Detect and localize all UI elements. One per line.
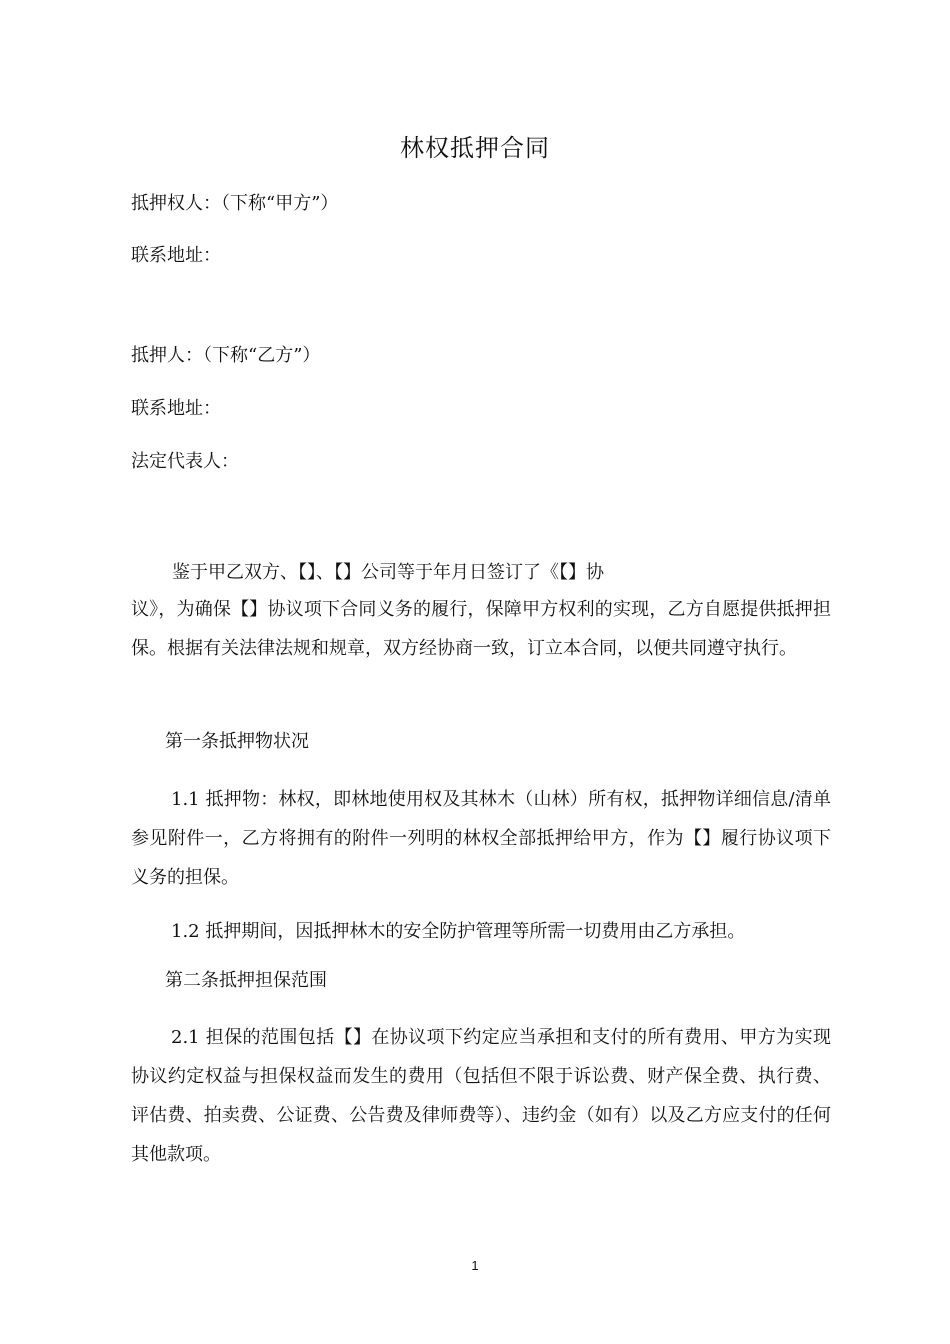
legal-representative: 法定代表人：: [131, 451, 239, 472]
preamble-body: 议》，为确保【】协议项下合同义务的履行，保障甲方权利的实现，乙方自愿提供抵押担保。根据有关法律法规和规章，双方经协商一致，订立本合同，以便共同遵守执行。: [131, 599, 831, 659]
document-title: 林权抵押合同: [400, 134, 550, 162]
page-number: 1: [471, 1258, 479, 1273]
mortgagee-line: 抵押权人：（下称“甲方”）: [131, 193, 339, 214]
clause-1-1: 1.1 抵押物：林权，即林地使用权及其林木（山林）所有权，抵押物详细信息/清单参见附件一，乙方将拥有的附件一列明的林权全部抵押给甲方，作为【】履行协议项下义务的担保。: [131, 789, 831, 888]
mortgagor-address: 联系地址：: [131, 398, 221, 419]
clause-2-1: 2.1 担保的范围包括【】在协议项下约定应当承担和支付的所有费用、甲方为实现协议约定权益与担保权益而发生的费用（包括但不限于诉讼费、财产保全费、执行费、评估费、拍卖费、公证费、公告费及律师费等）、违约金（如有）以及乙方应支付的任何其他款项。: [131, 1027, 831, 1165]
preamble-line-1: 鉴于甲乙双方、【】、【】公司等于年月日签订了《【】协: [172, 562, 604, 583]
mortgagee-address: 联系地址：: [131, 245, 221, 266]
mortgagor-line: 抵押人：（下称“乙方”）: [131, 345, 321, 366]
clause-1-2: 1.2 抵押期间，因抵押林木的安全防护管理等所需一切费用由乙方承担。: [171, 921, 746, 942]
article-2-heading: 第二条抵押担保范围: [165, 970, 327, 991]
article-1-heading: 第一条抵押物状况: [165, 731, 309, 752]
